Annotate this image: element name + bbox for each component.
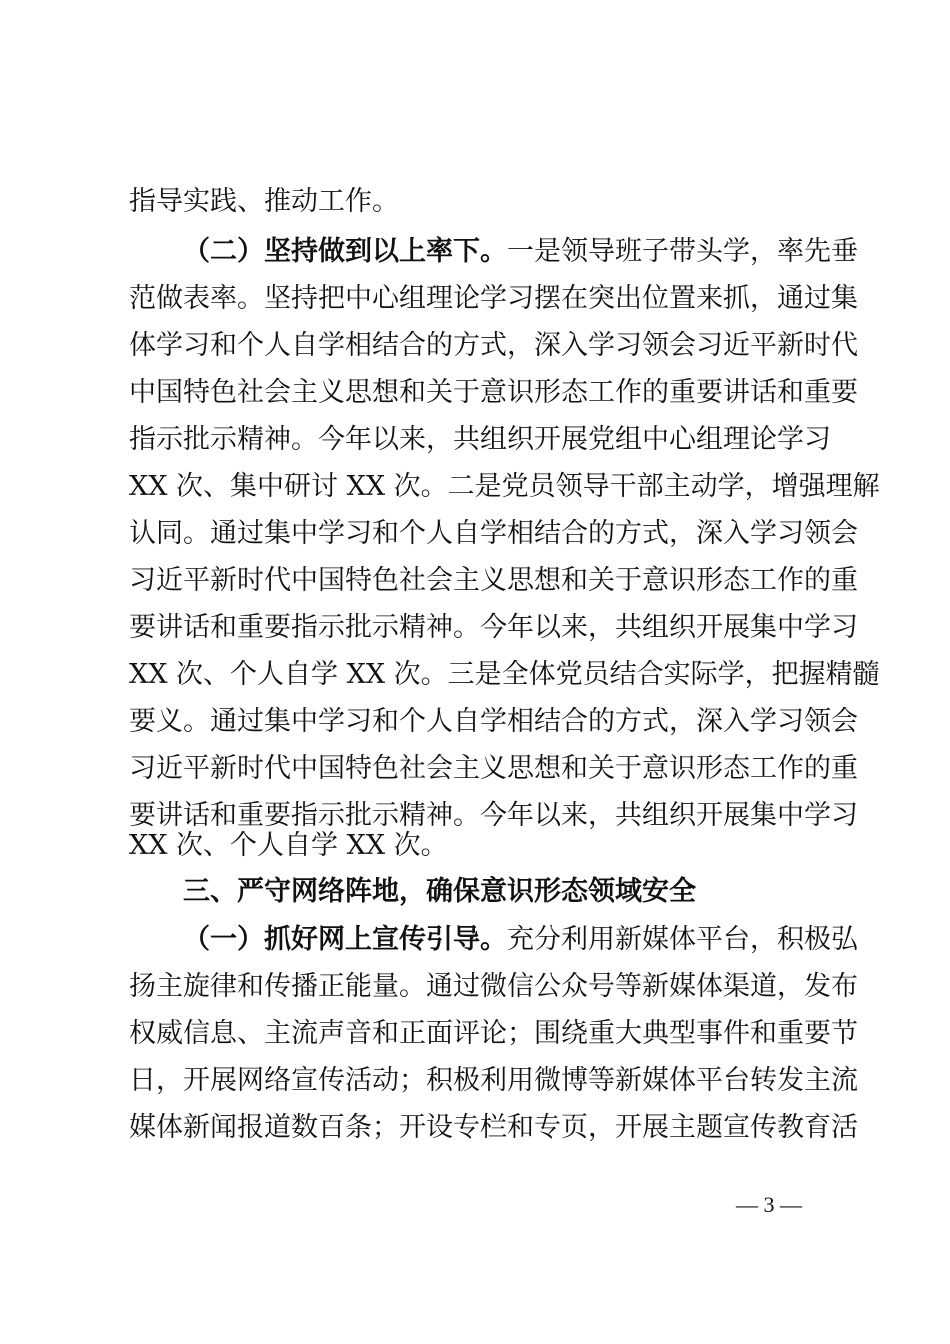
- text-line: 中国特色社会主义思想和关于意识形态工作的重要讲话和重要: [129, 377, 858, 408]
- text-line: 范做表率。坚持把中心组理论学习摆在突出位置来抓，通过集: [129, 283, 858, 314]
- subheading-text: （二）坚持做到以上率下。: [183, 236, 507, 267]
- text-line: 习近平新时代中国特色社会主义思想和关于意识形态工作的重: [129, 565, 858, 596]
- subheading-text: （一）抓好网上宣传引导。: [183, 924, 507, 955]
- section-heading: 三、严守网络阵地，确保意识形态领域安全: [183, 876, 696, 907]
- text-line: 媒体新闻报道数百条；开设专栏和专页，开展主题宣传教育活: [129, 1112, 858, 1143]
- text-line: 日，开展网络宣传活动；积极利用微博等新媒体平台转发主流: [129, 1065, 858, 1096]
- text-line: 体学习和个人自学相结合的方式，深入学习领会习近平新时代: [129, 330, 858, 361]
- text-line: 指导实践、推动工作。: [129, 186, 399, 217]
- text-line: 认同。通过集中学习和个人自学相结合的方式，深入学习领会: [129, 518, 858, 549]
- text-line: 指示批示精神。今年以来，共组织开展党组中心组理论学习: [129, 424, 831, 455]
- text-line: 权威信息、主流声音和正面评论；围绕重大典型事件和重要节: [129, 1018, 858, 1049]
- text-line: 要讲话和重要指示批示精神。今年以来，共组织开展集中学习: [129, 612, 858, 643]
- text-line: XX 次、个人自学 XX 次。: [129, 830, 448, 861]
- text-line: XX 次、个人自学 XX 次。三是全体党员结合实际学，把握精髓: [129, 659, 880, 690]
- paragraph-line: [183, 230, 858, 274]
- text-line: 要义。通过集中学习和个人自学相结合的方式，深入学习领会: [129, 706, 858, 737]
- text-run: 一是领导班子带头学，率先垂: [507, 236, 858, 267]
- text-run: 充分利用新媒体平台，积极弘: [507, 924, 858, 955]
- text-line: 扬主旋律和传播正能量。通过微信公众号等新媒体渠道，发布: [129, 971, 858, 1002]
- page-number: — 3 —: [736, 1192, 802, 1217]
- paragraph-line: [183, 918, 858, 962]
- text-line: 习近平新时代中国特色社会主义思想和关于意识形态工作的重: [129, 753, 858, 784]
- text-line: 要讲话和重要指示批示精神。今年以来，共组织开展集中学习: [129, 800, 858, 831]
- text-line: XX 次、集中研讨 XX 次。二是党员领导干部主动学，增强理解: [129, 471, 880, 502]
